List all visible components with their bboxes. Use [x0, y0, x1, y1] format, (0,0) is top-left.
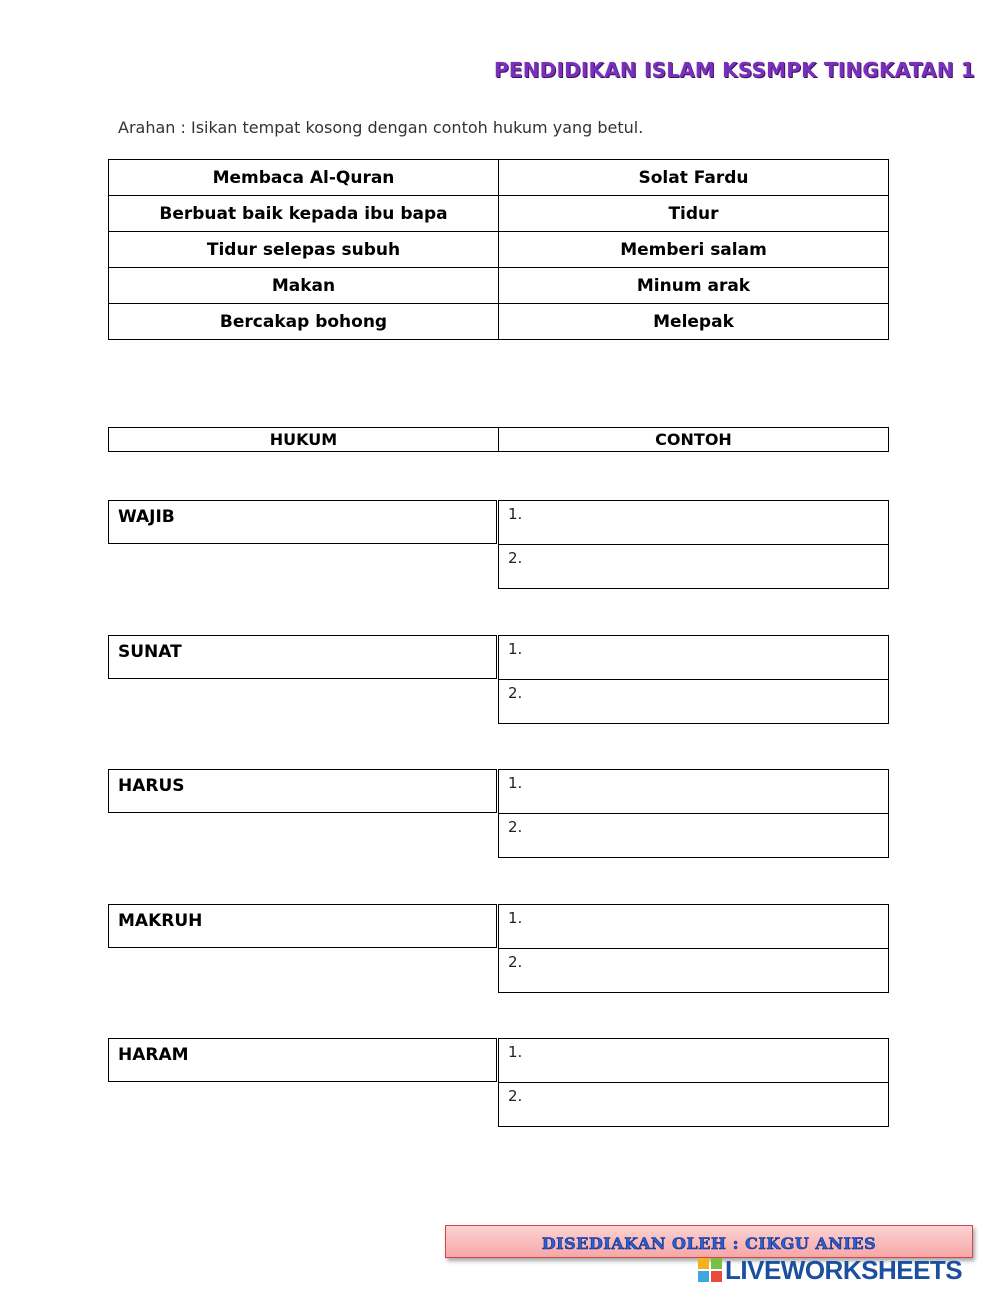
- answer-slot-2[interactable]: 2.: [498, 544, 889, 589]
- answer-slot-2[interactable]: 2.: [498, 679, 889, 724]
- table-row: [109, 304, 889, 340]
- option-cell[interactable]: Memberi salam: [499, 232, 889, 268]
- answer-slot-1[interactable]: 1.: [498, 635, 889, 680]
- hukum-label: HARAM: [108, 1038, 497, 1082]
- answer-slot-2[interactable]: 2.: [498, 948, 889, 993]
- answer-slot-1[interactable]: 1.: [498, 1038, 889, 1083]
- option-cell[interactable]: Tidur: [499, 196, 889, 232]
- table-row: [109, 268, 889, 304]
- table-header-row: [109, 428, 889, 452]
- answer-slot-1[interactable]: 1.: [498, 904, 889, 949]
- option-cell[interactable]: Membaca Al-Quran: [109, 160, 499, 196]
- liveworksheets-brand: [698, 1257, 998, 1283]
- option-cell[interactable]: Tidur selepas subuh: [109, 232, 499, 268]
- table-row: [109, 196, 889, 232]
- hukum-block-haram: [108, 1038, 889, 1129]
- hukum-label: WAJIB: [108, 500, 497, 544]
- options-table: [108, 159, 889, 340]
- table-row: [109, 232, 889, 268]
- answer-slot-2[interactable]: 2.: [498, 813, 889, 858]
- hukum-label: SUNAT: [108, 635, 497, 679]
- author-credit-text: DISEDIAKAN OLEH : CIKGU ANIES: [541, 1234, 877, 1253]
- hukum-header: HUKUM: [109, 428, 499, 452]
- liveworksheets-logo-icon: [698, 1258, 722, 1282]
- table-row: [109, 160, 889, 196]
- option-cell[interactable]: Berbuat baik kepada ibu bapa: [109, 196, 499, 232]
- answer-header-table: [108, 427, 889, 452]
- option-cell[interactable]: Makan: [109, 268, 499, 304]
- hukum-block-harus: [108, 769, 889, 860]
- page-title: PENDIDIKAN ISLAM KSSMPK TINGKATAN 1: [494, 58, 976, 82]
- answer-slot-1[interactable]: 1.: [498, 500, 889, 545]
- hukum-block-sunat: [108, 635, 889, 726]
- option-cell[interactable]: Bercakap bohong: [109, 304, 499, 340]
- answer-slot-2[interactable]: 2.: [498, 1082, 889, 1127]
- option-cell[interactable]: Melepak: [499, 304, 889, 340]
- author-credit-banner: [445, 1225, 973, 1258]
- answer-slot-1[interactable]: 1.: [498, 769, 889, 814]
- hukum-block-makruh: [108, 904, 889, 995]
- hukum-block-wajib: [108, 500, 889, 591]
- option-cell[interactable]: Solat Fardu: [499, 160, 889, 196]
- instruction-text: Arahan : Isikan tempat kosong dengan contoh hukum yang betul.: [118, 118, 644, 137]
- liveworksheets-wordmark: LIVEWORKSHEETS: [725, 1255, 963, 1285]
- option-cell[interactable]: Minum arak: [499, 268, 889, 304]
- contoh-header: CONTOH: [499, 428, 889, 452]
- hukum-label: MAKRUH: [108, 904, 497, 948]
- hukum-label: HARUS: [108, 769, 497, 813]
